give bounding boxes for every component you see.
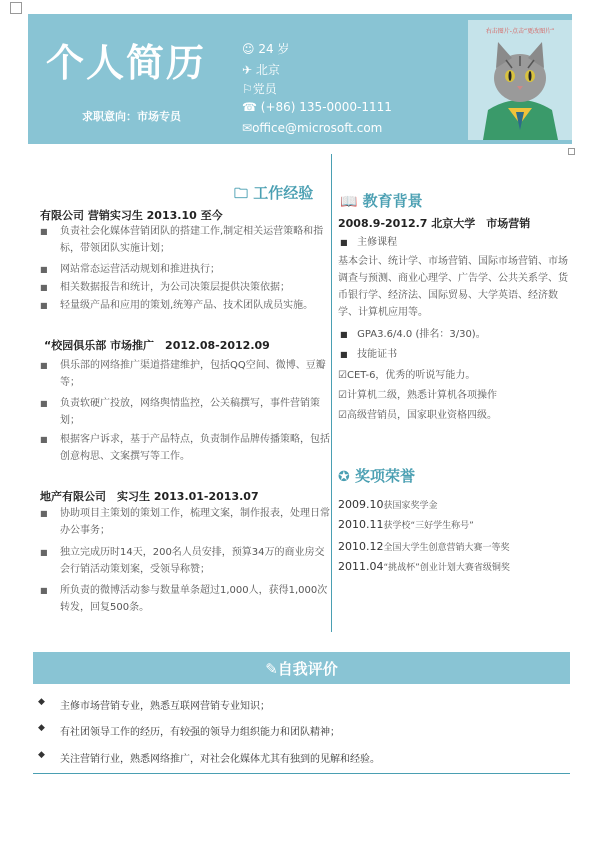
checkbox-icon: ☑ [338,410,347,421]
checkbox-icon: ☑ [338,390,347,401]
education-section-title: 📖 教育背景 [340,192,423,210]
age-icon: ☺ [242,42,255,56]
info-party: ⚐党员 [242,82,277,96]
list-item: ■ 相关数据报告和统计，为公司决策层提供决策依据； [40,282,290,293]
list-item: 2010.12全国大学生创意营销大赛一等奖 [338,540,510,553]
diamond-icon: ◆ [38,697,45,707]
evaluation-section-title: ✎自我评价 [265,660,338,678]
certs-label: ■ 技能证书 [340,349,398,360]
awards-section-title: ✪ 奖项荣誉 [338,467,415,485]
location-icon: ✈ [242,63,253,77]
list-item: ☑CET-6，优秀的听说写能力。 [338,370,476,381]
diamond-icon: ◆ [38,723,45,733]
info-email: ✉office@microsoft.com [242,121,383,135]
folder-icon: 🗀 [234,186,248,202]
courses-label: ■ 主修课程 [340,237,398,248]
award-icon: ✪ [338,469,350,485]
checkbox-icon: ☑ [338,370,347,381]
list-item: ■ 独立完成历时14天，200名人员安排，预算34万的商业房交会行销活动策划案，受领导称赞； [40,547,325,575]
list-item: ■ 俱乐部的网络推广渠道搭建维护，包括QQ空间、微博、豆瓣等； [40,360,326,388]
list-item: ◆ 主修市场营销专业，熟悉互联网营销专业知识； [38,697,270,712]
flag-icon: ⚐ [242,82,253,96]
diamond-icon: ◆ [38,750,45,760]
info-phone: ☎ (+86) 135-0000-1111 [242,100,392,114]
list-item: ■ 协助项目主策划的策划工作，梳理文案，制作报表，处理日常办公事务； [40,508,330,536]
photo-note: 右击图片-点击“更改图片” [485,28,555,35]
list-item: ◆ 关注营销行业，熟悉网络推广，对社会化媒体尤其有独到的见解和经验。 [38,750,380,765]
evaluation-banner [33,652,570,684]
profile-photo[interactable] [468,20,572,140]
list-item: 2009.10获国家奖学金 [338,498,438,511]
job-heading: 地产有限公司 实习生 2013.01-2013.07 [40,490,259,503]
info-age: ☺ 24 岁 [242,42,290,56]
list-item: ■ 负责软硬广投放，网络舆情监控，公关稿撰写，事件营销策划； [40,398,320,426]
list-item: ◆ 有社团领导工作的经历，有较强的领导力组织能力和团队精神； [38,723,340,738]
education-heading: 2008.9-2012.7 北京大学 市场营销 [338,217,531,230]
table-move-handle-icon[interactable] [10,2,22,14]
work-section-title: 🗀 工作经验 [234,184,314,202]
phone-icon: ☎ [242,100,257,114]
list-item: ☑计算机二级，熟悉计算机各项操作 [338,390,497,401]
list-item: 2011.04“挑战杯”创业计划大赛省级铜奖 [338,560,510,573]
job-heading: 有限公司 营销实习生 2013.10 至今 [40,209,223,222]
list-item: 2010.11获学校“三好学生称号” [338,518,474,531]
table-resize-handle-icon[interactable] [568,148,575,155]
list-item: ■ 网站常态运营活动规划和推进执行； [40,264,220,275]
job-intent: 求职意向：市场专员 [82,110,181,123]
list-item: ■ 轻量级产品和应用的策划,统筹产品、技术团队成员实施。 [40,300,314,311]
list-item: ■ 所负责的微博活动参与数量单条超过1,000人，获得1,000次转发，回复500条。 [40,585,328,613]
cat-photo-icon [468,20,572,140]
page-title: 个人简历 [46,41,207,85]
list-item: ☑高级营销员，国家职业资格四级。 [338,410,497,421]
bottom-rule [33,773,570,774]
column-divider [331,154,332,632]
list-item: ■ 根据客户诉求，基于产品特点，负责制作品牌传播策略，包括创意构思、文案撰写等工作。 [40,434,330,462]
gpa-text: ■ GPA3.6/4.0 (排名：3/30)。 [340,329,486,340]
list-item: ■ 负责社会化媒体营销团队的搭建工作,制定相关运营策略和指标，带领团队实施计划； [40,226,324,254]
book-icon: 📖 [340,194,358,210]
pencil-icon: ✎ [265,660,278,678]
info-city: ✈ 北京 [242,63,280,77]
job-heading: “校园俱乐部 市场推广 2012.08-2012.09 [44,339,270,352]
courses-text: 基本会计、统计学、市场营销、国际市场营销、市场调查与预测、商业心理学、广告学、公共关系学、货币银行学、经济法、国际贸易、大学英语、经济数学、计算机应用等。 [338,256,568,318]
mail-icon: ✉ [242,121,253,135]
